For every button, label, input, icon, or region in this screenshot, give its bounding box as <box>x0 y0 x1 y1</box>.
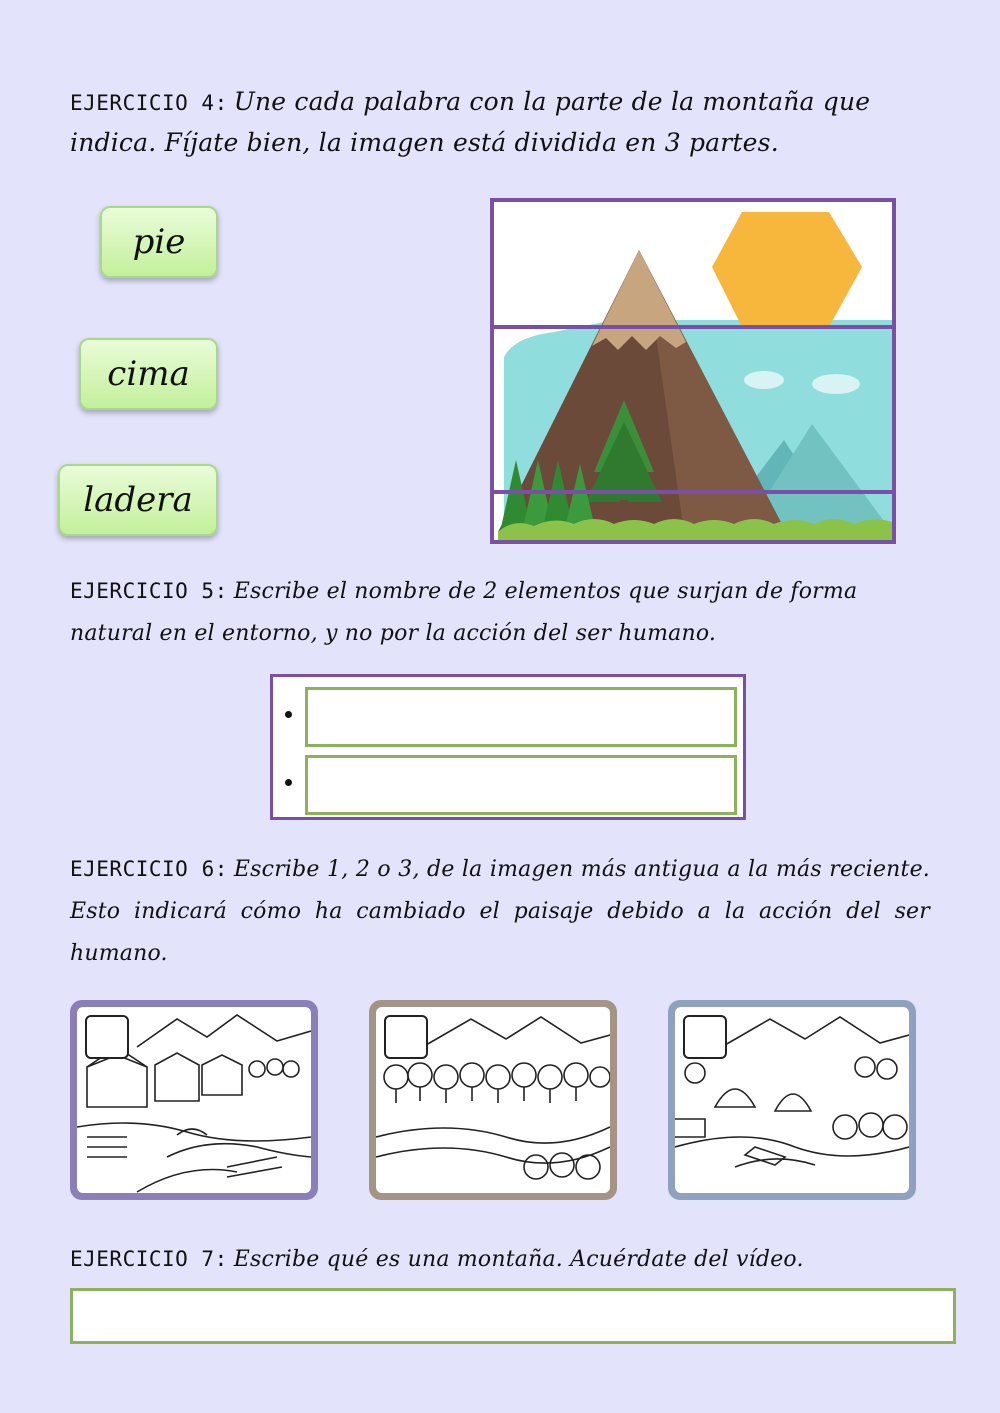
bullet-icon <box>285 779 292 786</box>
scene-image-2 <box>376 1007 610 1193</box>
mountain-image <box>490 198 896 544</box>
word-label: pie <box>132 222 186 262</box>
word-label: cima <box>107 354 190 394</box>
scene-image-1 <box>77 1007 311 1193</box>
word-button-pie[interactable] <box>100 206 218 278</box>
scene-card-1 <box>70 1000 318 1200</box>
exercise-7-answer-field[interactable] <box>70 1288 956 1344</box>
exercise-5-heading <box>70 570 930 654</box>
bullet-icon <box>285 711 292 718</box>
answer-field-1[interactable] <box>305 687 737 747</box>
order-input-1[interactable] <box>85 1015 129 1059</box>
answer-list-box <box>270 674 746 820</box>
scene-card-2 <box>369 1000 617 1200</box>
exercise-4-heading <box>70 82 930 163</box>
exercise-4-label: EJERCICIO 4: <box>70 91 228 115</box>
order-input-2[interactable] <box>384 1015 428 1059</box>
divider-line-bottom <box>494 490 892 494</box>
exercise-7-text: Escribe qué es una montaña. Acuérdate del vídeo. <box>233 1247 804 1272</box>
word-button-ladera[interactable] <box>58 464 218 536</box>
exercise-6-text: Escribe 1, 2 o 3, de la imagen más antigua a la más reciente. Esto indicará cómo ha cambiado el paisaje debido a la acción del ser humano. <box>70 857 930 966</box>
exercise-5-label: EJERCICIO 5: <box>70 579 228 603</box>
list-item <box>273 683 743 747</box>
exercise-7-heading <box>70 1238 930 1280</box>
order-input-3[interactable] <box>683 1015 727 1059</box>
word-button-cima[interactable] <box>79 338 218 410</box>
exercise-7-label: EJERCICIO 7: <box>70 1247 228 1271</box>
exercise-6-heading <box>70 848 930 974</box>
exercise-5-text: Escribe el nombre de 2 elementos que surjan de forma natural en el entorno, y no por la acción del ser humano. <box>70 579 858 646</box>
word-label: ladera <box>83 480 193 520</box>
divider-line-top <box>494 325 892 329</box>
list-item <box>273 751 743 815</box>
answer-field-2[interactable] <box>305 755 737 815</box>
scene-card-3 <box>668 1000 916 1200</box>
exercise-6-label: EJERCICIO 6: <box>70 857 228 881</box>
exercise-4-text: Une cada palabra con la parte de la montaña que indica. Fíjate bien, la imagen está dividida en 3 partes. <box>70 87 871 157</box>
scene-image-3 <box>675 1007 909 1193</box>
